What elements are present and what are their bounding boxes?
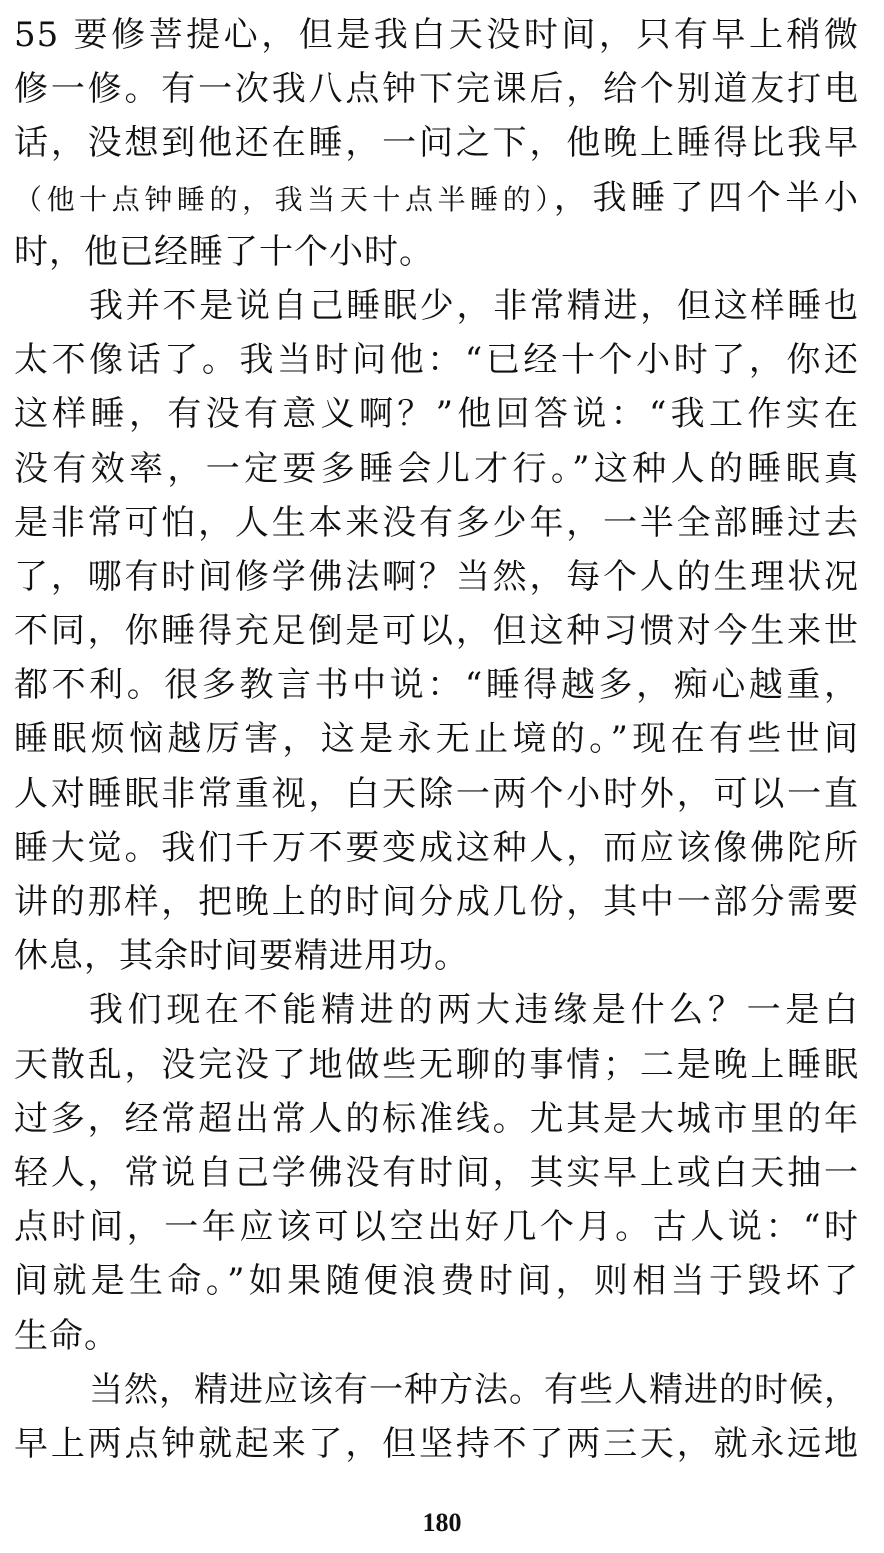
text-line: 55 要修菩提心，但是我白天没时间，只有早上稍微 (14, 15, 859, 55)
text-line: 讲的那样，把晚上的时间分成几份，其中一部分需要 (14, 882, 859, 922)
text-line: 话，没想到他还在睡，一问之下，他晚上睡得比我早 (14, 123, 859, 164)
text-line: 点时间，一年应该可以空出好几个月。古人说：“时 (14, 1207, 859, 1248)
text-line: 人对睡眠非常重视，白天除一两个小时外，可以一直 (14, 773, 859, 814)
line-remainder: ，我睡了四个半小 (553, 177, 860, 218)
text-line: 这样睡，有没有意义啊？”他回答说：“我工作实在 (14, 394, 859, 435)
page-number: 180 (422, 1508, 462, 1537)
text-line: 我并不是说自己睡眠少，非常精进，但这样睡也 (89, 285, 859, 326)
text-line: 是非常可怕，人生本来没有多少年，一半全部睡过去 (14, 502, 859, 543)
text-line: 睡眠烦恼越厉害，这是永无止境的。”现在有些世间 (14, 719, 859, 760)
text-line: 睡大觉。我们千万不要变成这种人，而应该像佛陀所 (14, 827, 859, 868)
text-line: 修一修。有一次我八点钟下完课后，给个别道友打电 (14, 69, 859, 110)
text-line: 我们现在不能精进的两大违缘是什么？一是白 (89, 990, 859, 1031)
text-line: 不同，你睡得充足倒是可以，但这种习惯对今生来世 (14, 611, 859, 652)
text-line: 了，哪有时间修学佛法啊？当然，每个人的生理状况 (14, 556, 859, 597)
text-line: 都不利。很多教言书中说：“睡得越多，痴心越重， (14, 665, 859, 706)
text-line: 间就是生命。”如果随便浪费时间，则相当于毁坏了 (14, 1261, 859, 1302)
text-line: 生命。 (14, 1315, 119, 1356)
text-line: 天散乱，没完没了地做些无聊的事情；二是晚上睡眠 (14, 1044, 859, 1085)
text-line: 太不像话了。我当时问他：“已经十个小时了，你还 (14, 340, 859, 381)
text-line: 当然，精进应该有一种方法。有些人精进的时候， (89, 1369, 859, 1410)
text-line: 轻人，常说自己学佛没有时间，其实早上或白天抽一 (14, 1152, 859, 1193)
body-text (14, 8, 859, 1471)
text-line (14, 171, 859, 225)
text-line: 早上两点钟就起来了，但坚持不了两三天，就永远地 (14, 1423, 859, 1464)
parenthetical-note: （他十点钟睡的，我当天十点半睡的） (14, 182, 554, 216)
text-line: 没有效率，一定要多睡会儿才行。”这种人的睡眠真 (14, 448, 859, 489)
text-line: 时，他已经睡了十个小时。 (14, 231, 434, 272)
text-line: 过多，经常超出常人的标准线。尤其是大城市里的年 (14, 1098, 859, 1139)
text-line: 休息，其余时间要精进用功。 (14, 936, 469, 977)
